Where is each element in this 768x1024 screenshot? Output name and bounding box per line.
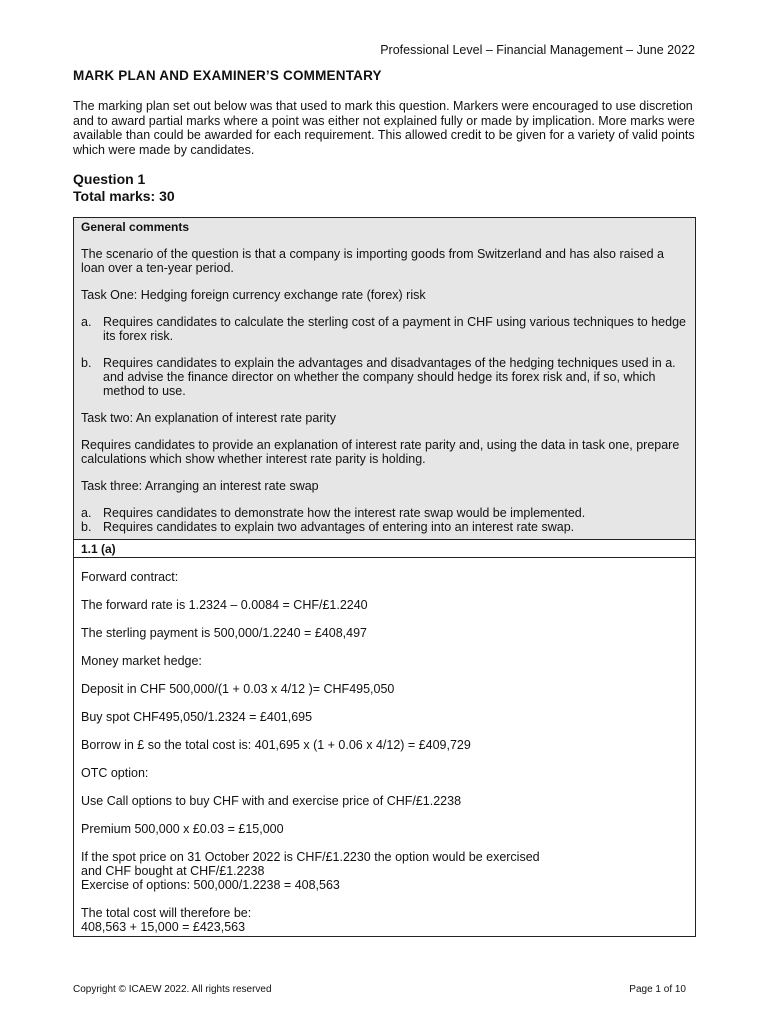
question-total-marks: Total marks: 30 [73,187,175,204]
page-number: Page 1 of 10 [629,984,686,995]
list-item [81,356,687,398]
general-comments-heading: General comments [81,220,190,234]
copyright-notice: Copyright © ICAEW 2022. All rights reserved [73,984,272,995]
running-header: Professional Level – Financial Management – June 2022 [380,43,695,57]
task-two-title: Task two: An explanation of interest rate parity [81,411,336,425]
mark-plan-table [73,217,696,937]
forward-rate-line: The forward rate is 1.2324 – 0.0084 = CHF/£1.2240 [81,598,368,612]
borrow-line: Borrow in £ so the total cost is: 401,695 x (1 + 0.06 x 4/12) = £409,729 [81,738,471,752]
scenario-text: The scenario of the question is that a company is importing goods from Switzerland and has also raised a loan over a ten-year period. [81,247,664,275]
deposit-line: Deposit in CHF 500,000/(1 + 0.03 x 4/12 )= CHF495,050 [81,682,395,696]
exercise-block [81,850,688,892]
list-item [81,520,687,534]
spot-price-line-2: and CHF bought at CHF/£1.2238 [81,864,265,878]
list-item [81,315,687,343]
total-cost-block [81,906,688,934]
list-item-text: Requires candidates to explain the advantages and disadvantages of the hedging techniques used in a. and advise the finance director on whether the company should hedge its forex risk and, if so, which method to use. [103,356,676,398]
list-item-text: Requires candidates to calculate the sterling cost of a payment in CHF using various techniques to hedge its forex risk. [103,315,686,343]
intro-paragraph: The marking plan set out below was that used to mark this question. Markers were encouraged to use discretion and to award partial marks where a point was either not explained fully or made by implication. More marks were available than could be awarded for each requirement. This allowed credit to be given for a variety of valid points which were made by candidates. [73,99,695,157]
task-two-text: Requires candidates to provide an explanation of interest rate parity and, using the data in task one, prepare calculations which show whether interest rate parity is holding. [81,438,680,466]
section-content [74,558,695,936]
otc-option-heading: OTC option: [81,766,149,780]
list-item-text: Requires candidates to explain two advantages of entering into an interest rate swap. [103,520,575,534]
list-item-label: a. [81,315,92,329]
general-comments-cell [74,218,695,540]
task-three-title: Task three: Arranging an interest rate swap [81,479,319,493]
question-heading [73,171,175,204]
list-item-text: Requires candidates to demonstrate how the interest rate swap would be implemented. [103,506,586,520]
total-cost-calculation: 408,563 + 15,000 = £423,563 [81,920,246,934]
list-item [81,506,687,520]
list-item-label: b. [81,356,92,370]
forward-heading: Forward contract: [81,570,179,584]
section-label: 1.1 (a) [74,540,695,558]
buy-spot-line: Buy spot CHF495,050/1.2324 = £401,695 [81,710,313,724]
question-label: Question 1 [73,171,146,187]
task-one-title: Task One: Hedging foreign currency exchange rate (forex) risk [81,288,426,302]
page-title: MARK PLAN AND EXAMINER’S COMMENTARY [73,68,382,83]
spot-price-line-1: If the spot price on 31 October 2022 is CHF/£1.2230 the option would be exercised [81,850,540,864]
total-cost-heading: The total cost will therefore be: [81,906,252,920]
list-item-label: a. [81,506,92,520]
sterling-payment-line: The sterling payment is 500,000/1.2240 = £408,497 [81,626,367,640]
exercise-line: Exercise of options: 500,000/1.2238 = 408,563 [81,878,340,892]
premium-line: Premium 500,000 x £0.03 = £15,000 [81,822,284,836]
call-options-line: Use Call options to buy CHF with and exercise price of CHF/£1.2238 [81,794,462,808]
money-market-heading: Money market hedge: [81,654,202,668]
list-item-label: b. [81,520,92,534]
